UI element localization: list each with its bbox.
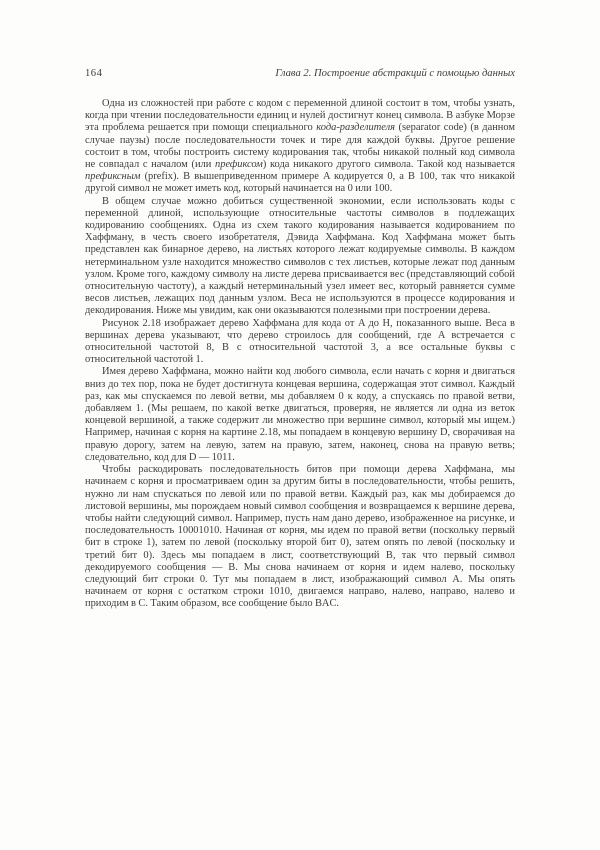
emphasized-text: кода-разделителя (316, 122, 396, 134)
text-run: Одна из сложностей при работе с кодом с переменной длиной состоит в том, чтобы узнать, когда при чтении последовательности единиц и нулей достигнут конец символа. В азбуке Морзе эта проблема решается при помощи специального (85, 98, 515, 134)
paragraph (85, 366, 515, 464)
body-text (85, 98, 515, 611)
text-run: Имея дерево Хаффмана, можно найти код любого символа, если начать с корня и двигаться вниз до тех пор, пока не будет достигнута концевая вершина, содержащая этот символ. Каждый раз, как мы спускаемся по левой ветви, мы добавляем 0 к коду, а спускаясь по правой ветви, добавляем 1. (Мы решаем, по какой ветке двигаться, проверяя, не является ли одна из веток концевой вершиной, а также содержит ли множество при вершине символ, который мы ищем.) Например, начиная с корня на картине 2.18, мы попадаем в концевую вершину D, сворачивая на правую дорогу, затем на левую, затем на правую, затем, наконец, снова на правую ветвь; следовательно, код для D — 1011. (85, 366, 515, 463)
page-number: 164 (85, 68, 103, 79)
text-run: Чтобы раскодировать последовательность битов при помощи дерева Хаффмана, мы начинаем с корня и просматриваем один за другим биты в последовательности, чтобы решить, нужно ли нам спускаться по левой или по правой ветви. Каждый раз, как мы добираемся до листовой вершины, мы порождаем новый символ сообщения и возвращаемся к вершине дерева, чтобы найти следующий символ. Например, пусть нам дано дерево, изображенное на рисунке, и последовательность 10001010. Начиная от корня, мы идем по правой ветви (поскольку первый бит в строке 1), затем по левой (поскольку второй бит 0), затем опять по левой (поскольку и третий бит 0). Здесь мы попадаем в лист, соответствующий B, так что первый символ декодируемого сообщения — B. Мы снова начинаем от корня и идем налево, поскольку следующий бит строки 0. Тут мы попадаем в лист, изображающий символ A. Мы опять начинаем от корня с остатком строки 1010, двигаемся направо, налево, направо, налево и приходим в C. Таким образом, все сообщение было BAC. (85, 464, 515, 610)
text-run: Рисунок 2.18 изображает дерево Хаффмана для кода от A до H, показанного выше. Веса в вершинах дерева указывают, что дерево строилось для сообщений, где A встречается с относительной частотой 8, B с относительной частотой 3, а все остальные буквы с относительной частотой 1. (85, 317, 515, 366)
paragraph (85, 464, 515, 610)
text-run: (prefix). В вышеприведенном примере A кодируется 0, а B 100, так что никакой другой символ не может иметь код, который начинается на 0 или 100. (85, 171, 515, 195)
text-run: (separator code) (в данном случае паузы) после последовательности точек и тире для каждой буквы. Другое решение состоит в том, чтобы построить систему кодирования так, чтобы никакой полный код символа не совпадал с началом (или (85, 122, 515, 171)
emphasized-text: префиксом (215, 159, 263, 171)
text-run: ) кода никакого другого символа. Такой код называется (262, 159, 515, 171)
text-run: В общем случае можно добиться существенной экономии, если использовать коды с переменной длиной, использующие относительные частоты символов в подлежащих кодированию сообщениях. Одна из схем такого кодирования называется кодированием по Хаффману, в честь своего изобретателя, Дэвида Хаффмана. Код Хаффмана может быть представлен как бинарное дерево, на листьях которого лежат кодируемые символы. В каждом нетерминальном узле находится множество символов с тех листьев, которые лежат под данным узлом. Кроме того, каждому символу на листе дерева присваивается вес (представляющий собой относительную частоту), а каждый нетерминальный узел имеет вес, который равняется сумме весов листьев, лежащих под данным узлом. Веса не используются в процессе кодирования и декодирования. Ниже мы увидим, как они оказываются полезными при построении дерева. (85, 195, 515, 317)
running-head (85, 68, 515, 80)
emphasized-text: префиксным (85, 171, 141, 183)
page-content (85, 68, 515, 611)
paragraph (85, 318, 515, 367)
paragraph (85, 98, 515, 196)
running-title: Глава 2. Построение абстракций с помощью данных (275, 68, 515, 79)
paragraph (85, 196, 515, 318)
